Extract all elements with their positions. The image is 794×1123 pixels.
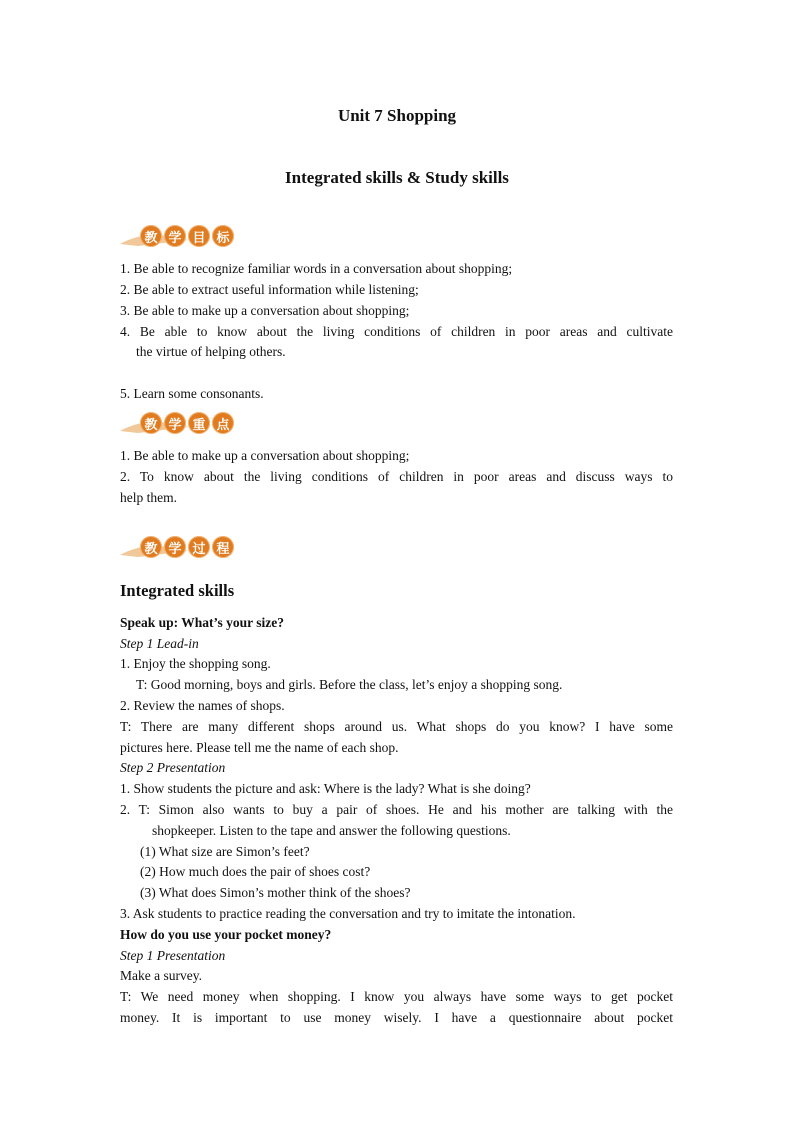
body-line: 2. T: Simon also wants to buy a pair of shoes. He and his mother are talking with the — [120, 802, 673, 817]
body-line: 3. Ask students to practice reading the conversation and try to imitate the intonation. — [120, 906, 576, 921]
badge-char: 点 — [212, 412, 234, 434]
badge-char: 教 — [140, 412, 162, 434]
key-point-item: 2. To know about the living conditions of children in poor areas and discuss ways to — [120, 469, 673, 484]
key-points-badge — [118, 411, 248, 437]
body-line: 1. Enjoy the shopping song. — [120, 656, 271, 671]
objective-item: 1. Be able to recognize familiar words in a conversation about shopping; — [120, 261, 513, 276]
objective-item: 5. Learn some consonants. — [120, 386, 264, 401]
body-line: T: Good morning, boys and girls. Before the class, let’s enjoy a shopping song. — [136, 677, 563, 692]
body-line: T: We need money when shopping. I know you always have some ways to get pocket — [120, 989, 673, 1004]
badge-char: 教 — [140, 225, 162, 247]
key-point-item: help them. — [120, 490, 177, 505]
badge-char: 程 — [212, 536, 234, 558]
question-item: (1) What size are Simon’s feet? — [140, 844, 310, 859]
page-title: Unit 7 Shopping — [337, 106, 457, 125]
question-item: (3) What does Simon’s mother think of the shoes? — [140, 885, 411, 900]
subsection-heading: How do you use your pocket money? — [120, 927, 332, 942]
step-heading: Step 1 Lead-in — [120, 636, 199, 651]
body-line: shopkeeper. Listen to the tape and answer the following questions. — [152, 823, 511, 838]
section-heading: Integrated skills — [120, 581, 235, 600]
badge-char: 重 — [188, 412, 210, 434]
badge-char: 目 — [188, 225, 210, 247]
key-point-item: 1. Be able to make up a conversation about shopping; — [120, 448, 410, 463]
question-item: (2) How much does the pair of shoes cost? — [140, 864, 371, 879]
body-line: money. It is important to use money wisely. I have a questionnaire about pocket — [120, 1010, 673, 1025]
step-heading: Step 2 Presentation — [120, 760, 226, 775]
badge-char: 学 — [164, 536, 186, 558]
badge-char: 过 — [188, 536, 210, 558]
body-line: 1. Show students the picture and ask: Where is the lady? What is she doing? — [120, 781, 531, 796]
objective-item: 3. Be able to make up a conversation about shopping; — [120, 303, 410, 318]
objective-item: 4. Be able to know about the living conditions of children in poor areas and cultivate — [120, 324, 673, 339]
step-heading: Step 1 Presentation — [120, 948, 226, 963]
badge-char: 学 — [164, 412, 186, 434]
badge-char: 标 — [212, 225, 234, 247]
subsection-heading: Speak up: What’s your size? — [120, 615, 285, 630]
badge-char: 教 — [140, 536, 162, 558]
process-badge — [118, 535, 248, 561]
body-line: Make a survey. — [120, 968, 202, 983]
body-line: T: There are many different shops around us. What shops do you know? I have some — [120, 719, 673, 734]
body-line: pictures here. Please tell me the name of each shop. — [120, 740, 399, 755]
body-line: 2. Review the names of shops. — [120, 698, 285, 713]
objectives-badge — [118, 224, 248, 250]
badge-char: 学 — [164, 225, 186, 247]
objective-item: 2. Be able to extract useful information while listening; — [120, 282, 419, 297]
page-subtitle: Integrated skills & Study skills — [285, 168, 509, 187]
objective-item: the virtue of helping others. — [136, 344, 286, 359]
